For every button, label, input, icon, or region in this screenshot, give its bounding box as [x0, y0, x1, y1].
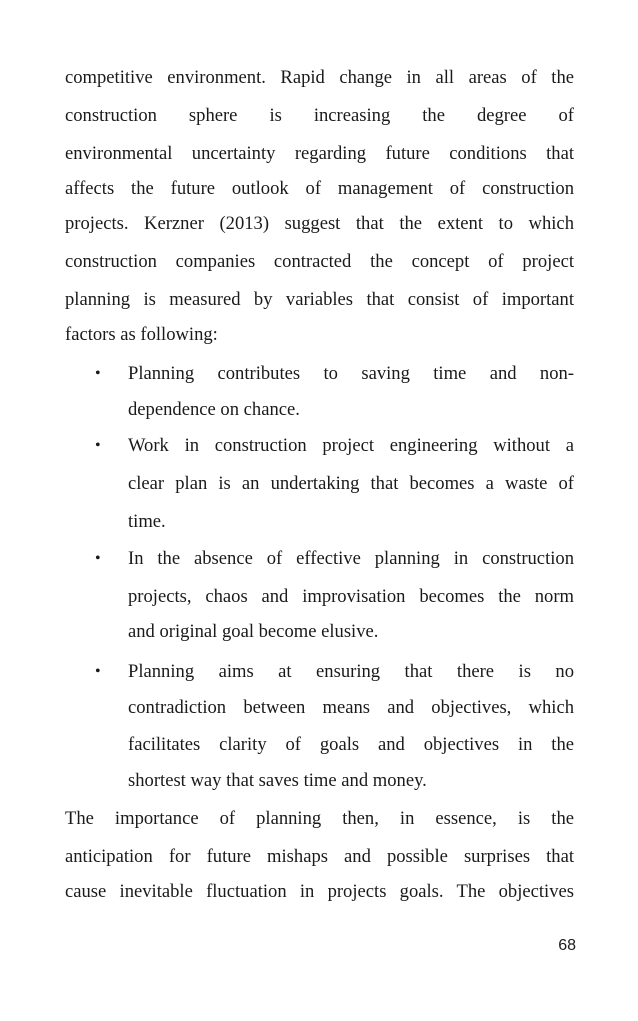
bullet-3-line-3: and original goal become elusive. [128, 621, 379, 642]
intro-line-1: competitive environment. Rapid change in all areas of the [65, 67, 574, 88]
bullet-1-line-2: dependence on chance. [128, 399, 300, 420]
bullet-3-line-2: projects, chaos and improvisation becomes the norm [128, 586, 574, 607]
bullet-marker-2: • [95, 437, 101, 454]
bullet-4-line-1: Planning aims at ensuring that there is no [128, 661, 574, 682]
closing-line-3: cause inevitable fluctuation in projects goals. The objectives [65, 881, 574, 902]
bullet-marker-4: • [95, 663, 101, 680]
page-number: 68 [558, 937, 576, 954]
intro-line-6: construction companies contracted the concept of project [65, 251, 574, 272]
intro-line-4: affects the future outlook of management of construction [65, 178, 574, 199]
bullet-marker-1: • [95, 365, 101, 382]
intro-line-8: factors as following: [65, 324, 218, 345]
bullet-marker-3: • [95, 550, 101, 567]
bullet-2-line-2: clear plan is an undertaking that becomes a waste of [128, 473, 574, 494]
closing-line-2: anticipation for future mishaps and possible surprises that [65, 846, 574, 867]
bullet-4-line-2: contradiction between means and objectives, which [128, 697, 574, 718]
bullet-3-line-1: In the absence of effective planning in construction [128, 548, 574, 569]
bullet-1-line-1: Planning contributes to saving time and non- [128, 363, 574, 384]
intro-line-3: environmental uncertainty regarding future conditions that [65, 143, 574, 164]
closing-line-1: The importance of planning then, in essence, is the [65, 808, 574, 829]
intro-line-5: projects. Kerzner (2013) suggest that the extent to which [65, 213, 574, 234]
bullet-4-line-4: shortest way that saves time and money. [128, 770, 427, 791]
intro-line-2: construction sphere is increasing the degree of [65, 105, 574, 126]
intro-line-7: planning is measured by variables that consist of important [65, 289, 574, 310]
bullet-2-line-1: Work in construction project engineering without a [128, 435, 574, 456]
bullet-4-line-3: facilitates clarity of goals and objectives in the [128, 734, 574, 755]
bullet-2-line-3: time. [128, 511, 166, 532]
